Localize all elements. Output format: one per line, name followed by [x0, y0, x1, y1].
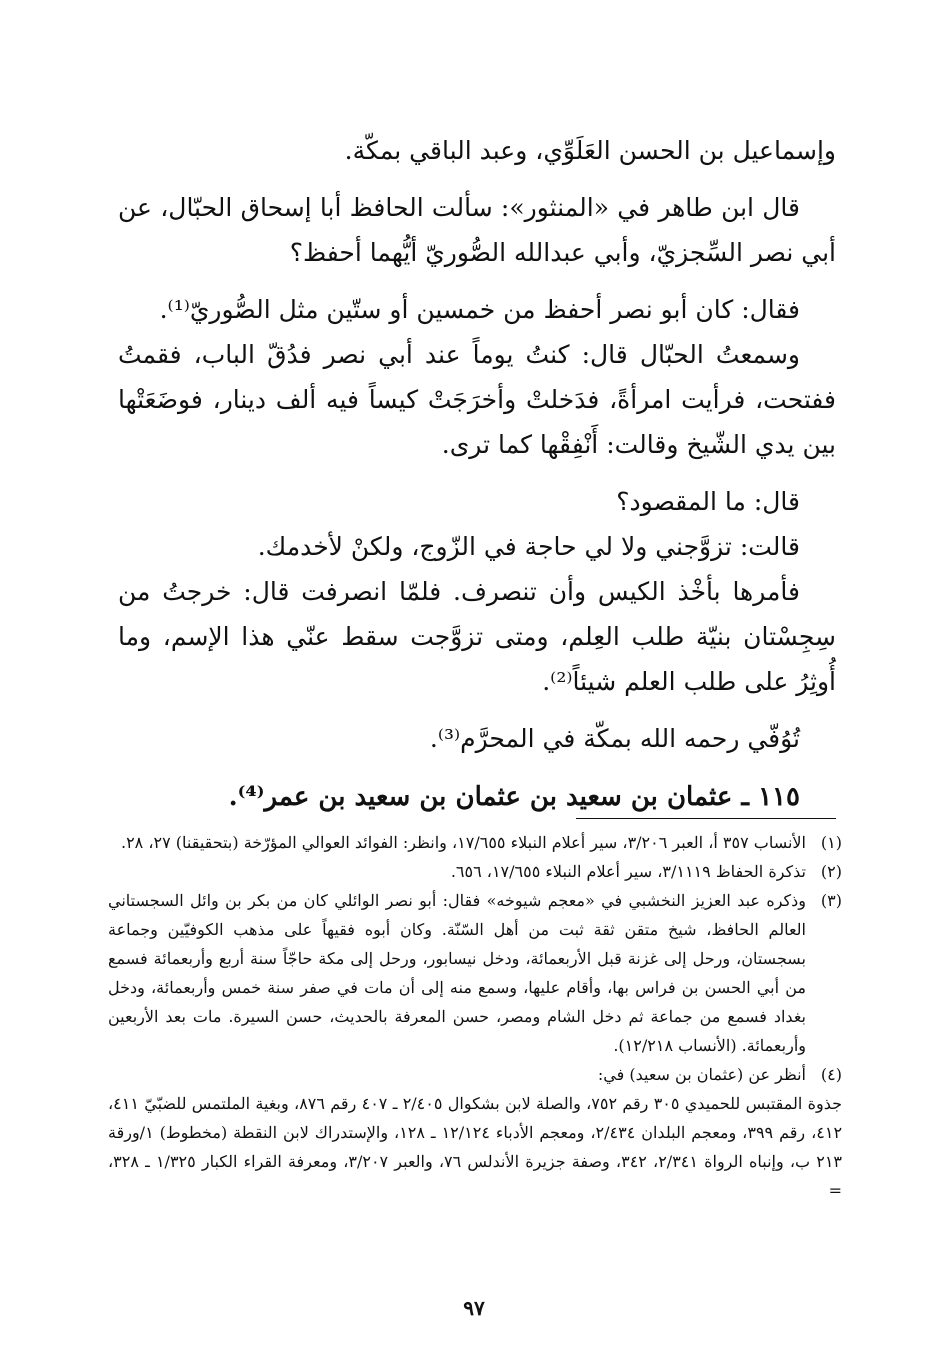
footnote-4	[108, 1060, 842, 1089]
main-text	[118, 128, 836, 820]
footnote-number: (١)	[820, 833, 842, 852]
paragraph-3: فقال: كان أبو نصر أحفظ من خمسين أو ستّين مثل الصُّوريّ⁽¹⁾.	[159, 295, 800, 324]
footnote-number: (٣)	[820, 891, 842, 910]
footnote-number: (٢)	[820, 862, 842, 881]
footnote-number: (٤)	[820, 1065, 842, 1084]
footnote-text: وذكره عبد العزيز النخشبي في «معجم شيوخه» فقال: أبو نصر الوائلي كان من بكر بن وائل السجستاني العالم الحافظ، شيخ متقن ثقة ثبت من أهل السّنّة. وكان أبوه فقيهاً على مذهب الكوفيّين وجماعة بسجستان، ورحل إلى غزنة قبل الأربعمائة، ودخل نيسابور، ورحل إلى مكة حاجّاً سنة أربع وأربعمائة فسمع من أبي الحسن بن فراس بها، وأقام عليها، وسمع منه إلى أن مات في صفر سنة خمس وأربعمائة، ودخل بغداد فسمع من جماعة ثم دخل الشام ومصر، حسن المعرفة بالحديث، حسن السيرة. مات بعد الأربعين وأربعمائة. (الأنساب ١٢/٢١٨).	[108, 891, 806, 1055]
paragraph-1: وإسماعيل بن الحسن العَلَوِّي، وعبد الباقي بمكّة.	[344, 136, 836, 165]
entry-heading: ١١٥ ـ عثمان بن سعيد بن عثمان بن سعيد بن عمر⁽⁴⁾.	[228, 782, 800, 812]
footnote-text: تذكرة الحفاظ ٣/١١١٩، سير أعلام النبلاء ١٧/٦٥٥، ٦٥٦.	[450, 862, 806, 881]
footnote-text: أنظر عن (عثمان بن سعيد) في:	[597, 1065, 806, 1084]
footnote-text: الأنساب ٣٥٧ أ، العبر ٣/٢٠٦، سير أعلام النبلاء ١٧/٦٥٥، وانظر: الفوائد العوالي المؤرّخة (بتحقيقنا) ٢٧، ٢٨.	[120, 833, 806, 852]
paragraph-4: وسمعتُ الحبّال قال: كنتُ يوماً عند أبي نصر فدُقّ الباب، فقمتُ ففتحت، فرأيت امرأةً، فدَخلتْ وأخرَجَتْ كيساً فيه ألف دينار، فوضَعَتْها بين يدي الشّيخ وقالت: أَنْفِقْها كما ترى.	[118, 340, 836, 459]
page-number: ٩٧	[463, 1296, 485, 1320]
paragraph-8: تُوُفّي رحمه الله بمكّة في المحرَّم⁽³⁾.	[429, 724, 800, 753]
paragraph-2: قال ابن طاهر في «المنثور»: سألت الحافظ أبا إسحاق الحبّال، عن أبي نصر السِّجزيّ، وأبي عبدالله الصُّوريّ أيُّهما أحفظ؟	[118, 193, 836, 267]
paragraph-6: قالت: تزوَّجني ولا لي حاجة في الزّوج، ولكنْ لأخدمك.	[257, 532, 800, 561]
footnote-1	[108, 828, 842, 857]
paragraph-7: فأمرها بأخْذ الكيس وأن تنصرف. فلمّا انصرفت قال: خرجتُ من سِجِسْتان بنيّة طلب العِلم، ومتى تزوَّجت سقط عنّي هذا الإسم، وما أُوثِرُ على طلب العلم شيئاً⁽²⁾.	[118, 577, 836, 696]
footnote-2	[108, 857, 842, 886]
footnote-3	[108, 886, 842, 1060]
paragraph-5: قال: ما المقصود؟	[616, 487, 800, 516]
footnote-separator	[576, 818, 836, 819]
footnote-4-continuation: جذوة المقتبس للحميدي ٣٠٥ رقم ٧٥٢، والصلة لابن بشكوال ٢/٤٠٥ ـ ٤٠٧ رقم ٨٧٦، وبغية الملتمس للضبّيّ ٤١١، ٤١٢، رقم ٣٩٩، ومعجم البلدان ٢/٤٣٤، ومعجم الأدباء ١٢/١٢٤ ـ ١٢٨، والإستدراك لابن النقطة (مخطوط) ١/ورقة ٢١٣ ب، وإنباه الرواة ٢/٣٤١، ٣٤٢، وصفة جزيرة الأندلس ٧٦، والعبر ٣/٢٠٧، ومعرفة القراء الكبار ١/٣٢٥ ـ ٣٢٨، =	[108, 1094, 843, 1200]
footnotes	[108, 828, 842, 1205]
